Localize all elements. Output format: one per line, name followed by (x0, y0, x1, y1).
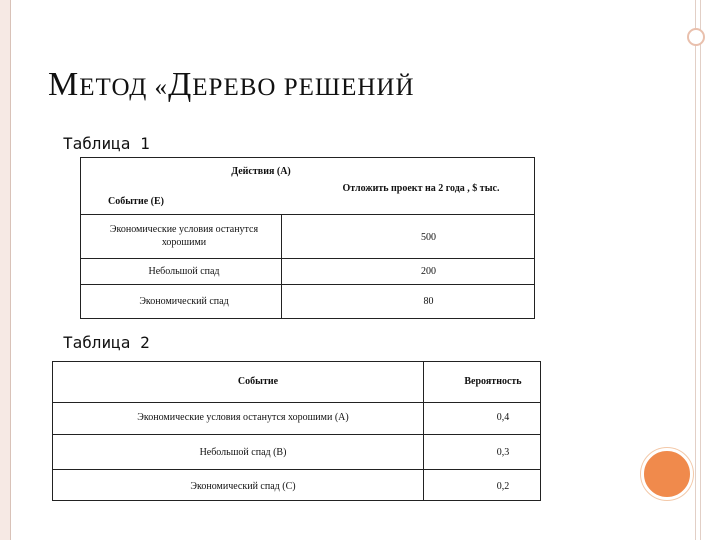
t1-row2-event: Небольшой спад (148, 266, 220, 277)
t1-row1-event: Экономические условия останутся хорошими (109, 224, 259, 248)
probability-table-2 (52, 361, 541, 501)
t2-row1-event: Экономические условия останутся хорошими (A) (137, 412, 349, 423)
t1-row2-value: 200 (421, 266, 436, 277)
t1-row3-event: Экономический спад (139, 296, 229, 307)
t1-row3-value: 80 (423, 296, 434, 307)
t2-row3-event: Экономический спад (C) (190, 481, 296, 492)
header-postpone: Отложить проект на 2 года , $ тыс. (342, 183, 500, 194)
slide-frame-right-line (695, 0, 696, 540)
t2-row3-probability: 0,2 (496, 481, 510, 492)
table2-caption: Таблица 2 (63, 333, 150, 352)
slide-frame-left (0, 0, 10, 540)
table1-caption: Таблица 1 (63, 134, 150, 153)
t2-header-probability: Вероятность (464, 376, 522, 387)
decision-table-1 (80, 157, 535, 319)
t2-row2-probability: 0,3 (496, 447, 510, 458)
header-event: Событие (Е) (108, 196, 164, 207)
t2-row2-event: Небольшой спад (B) (199, 447, 287, 458)
t1-row1-value: 500 (421, 232, 436, 243)
t2-row1-probability: 0,4 (496, 412, 510, 423)
decorative-circle-top (687, 28, 705, 46)
slide-frame-left-line (10, 0, 11, 540)
slide-title: МЕТОД «ДЕРЕВО РЕШЕНИЙ (48, 66, 415, 103)
t2-header-event: Событие (237, 376, 279, 387)
slide-frame-right-line-2 (700, 0, 701, 540)
header-action: Действия (А) (231, 166, 291, 177)
decorative-circle-bottom (641, 448, 693, 500)
